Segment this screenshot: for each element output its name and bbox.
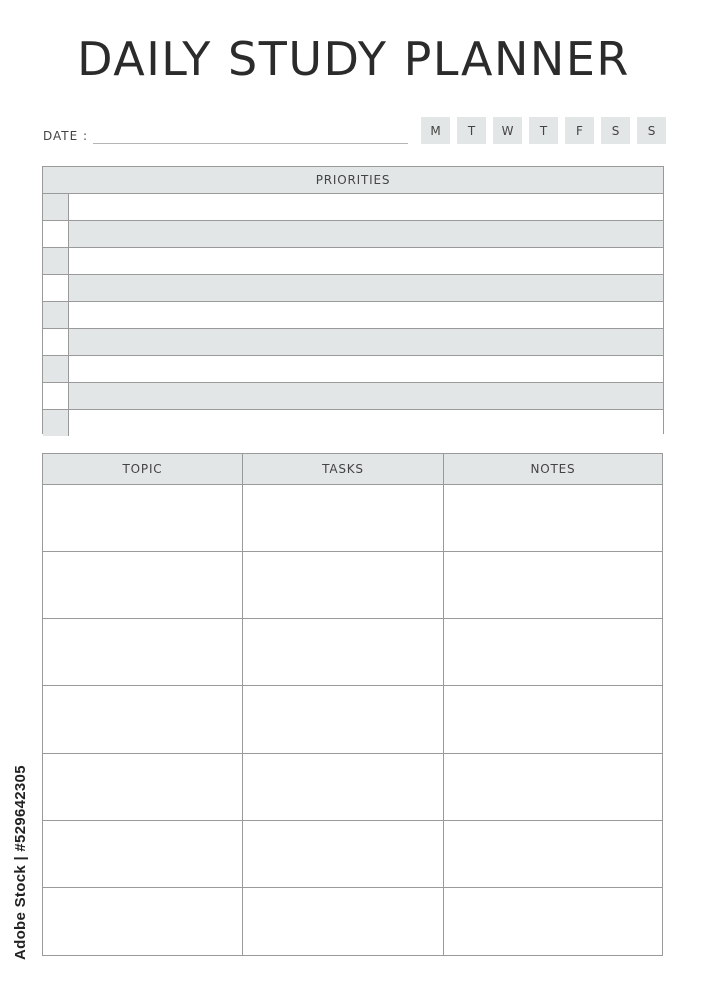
column-header-notes: NOTES [444, 454, 662, 485]
topic-cell[interactable] [43, 686, 243, 753]
priority-checkbox[interactable] [43, 410, 69, 436]
topic-cell[interactable] [43, 552, 243, 619]
priority-line[interactable] [69, 410, 663, 436]
priority-checkbox[interactable] [43, 248, 69, 274]
column-header-tasks: TASKS [243, 454, 444, 485]
day-box-monday[interactable]: M [421, 117, 450, 144]
notes-cell[interactable] [444, 686, 662, 753]
notes-cell[interactable] [444, 754, 662, 821]
tasks-cell[interactable] [243, 888, 444, 955]
priority-line[interactable] [69, 275, 663, 301]
day-box-saturday[interactable]: S [601, 117, 630, 144]
priority-row [43, 221, 663, 248]
priority-line[interactable] [69, 302, 663, 328]
priority-checkbox[interactable] [43, 356, 69, 382]
topic-cell[interactable] [43, 754, 243, 821]
priority-line[interactable] [69, 356, 663, 382]
topic-cell[interactable] [43, 821, 243, 888]
date-label: DATE : [43, 129, 89, 143]
tasks-cell[interactable] [243, 552, 444, 619]
priority-row [43, 275, 663, 302]
day-box-friday[interactable]: F [565, 117, 594, 144]
day-box-tuesday[interactable]: T [457, 117, 486, 144]
priority-line[interactable] [69, 329, 663, 355]
date-input-line[interactable] [93, 143, 408, 144]
day-box-wednesday[interactable]: W [493, 117, 522, 144]
priority-row [43, 248, 663, 275]
priorities-header: PRIORITIES [43, 167, 663, 194]
priority-checkbox[interactable] [43, 302, 69, 328]
priority-row [43, 302, 663, 329]
topic-cell[interactable] [43, 485, 243, 552]
priority-row [43, 383, 663, 410]
priority-row [43, 356, 663, 383]
notes-cell[interactable] [444, 619, 662, 686]
priority-line[interactable] [69, 194, 663, 220]
priority-line[interactable] [69, 248, 663, 274]
priority-line[interactable] [69, 383, 663, 409]
priority-checkbox[interactable] [43, 275, 69, 301]
day-box-thursday[interactable]: T [529, 117, 558, 144]
study-table [42, 453, 663, 956]
tasks-cell[interactable] [243, 619, 444, 686]
stock-watermark-id: Adobe Stock | #529642305 [12, 765, 29, 960]
tasks-cell[interactable] [243, 686, 444, 753]
weekday-selector [421, 117, 666, 144]
tasks-cell[interactable] [243, 821, 444, 888]
priority-row [43, 410, 663, 436]
priority-row [43, 329, 663, 356]
priorities-section [42, 166, 664, 434]
notes-cell[interactable] [444, 821, 662, 888]
priority-checkbox[interactable] [43, 221, 69, 247]
priority-row [43, 194, 663, 221]
tasks-cell[interactable] [243, 485, 444, 552]
priority-line[interactable] [69, 221, 663, 247]
column-header-topic: TOPIC [43, 454, 243, 485]
page-title: DAILY STUDY PLANNER [77, 32, 630, 86]
notes-cell[interactable] [444, 485, 662, 552]
day-box-sunday[interactable]: S [637, 117, 666, 144]
topic-cell[interactable] [43, 888, 243, 955]
priority-checkbox[interactable] [43, 383, 69, 409]
topic-cell[interactable] [43, 619, 243, 686]
notes-cell[interactable] [444, 552, 662, 619]
priority-checkbox[interactable] [43, 194, 69, 220]
priority-checkbox[interactable] [43, 329, 69, 355]
notes-cell[interactable] [444, 888, 662, 955]
tasks-cell[interactable] [243, 754, 444, 821]
